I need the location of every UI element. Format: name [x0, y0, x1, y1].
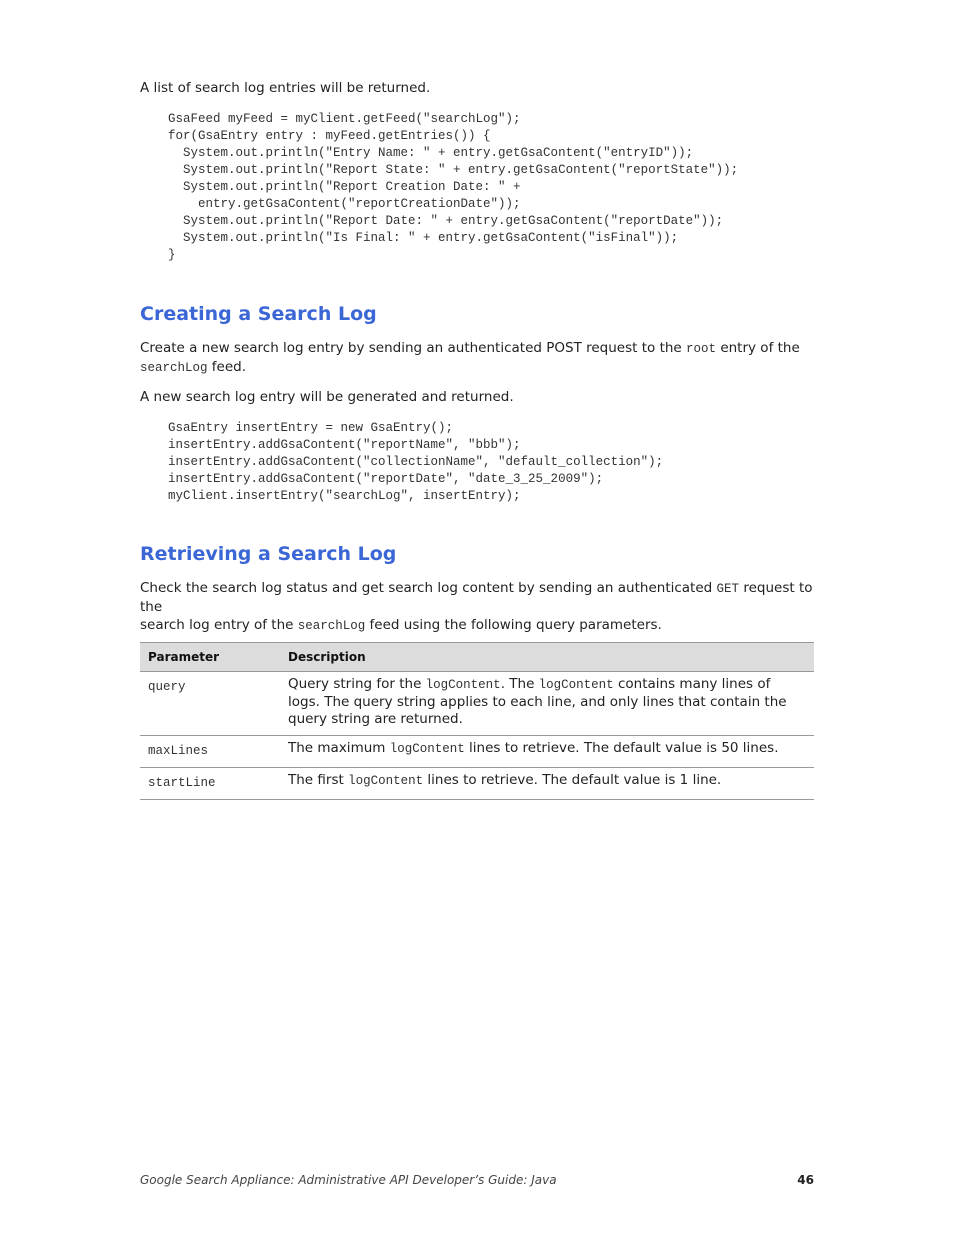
code-line: System.out.println("Report Creation Date: " + — [168, 180, 521, 194]
text-run: contains many lines of logs. The query string applies to each line, and only lines that contain the query string are returned. — [288, 676, 787, 727]
code-line: System.out.println("Report Date: " + entry.getGsaContent("reportDate")); — [168, 214, 724, 228]
param-name: startLine — [148, 776, 216, 790]
section-heading-creating: Creating a Search Log — [140, 303, 377, 325]
text-run: Query string for the — [288, 676, 426, 692]
inline-code: root — [686, 342, 717, 356]
table-row — [140, 768, 814, 800]
text-run: entry of the — [716, 340, 800, 356]
code-line: myClient.insertEntry("searchLog", insertEntry); — [168, 489, 521, 503]
text-run: Create a new search log entry by sending an authenticated POST request to the — [140, 340, 687, 356]
code-line: } — [168, 248, 176, 262]
text-run: feed. — [207, 359, 247, 375]
text-run: The first — [288, 772, 349, 788]
inline-code: searchLog — [140, 361, 208, 375]
table-row — [140, 672, 814, 736]
column-header-description: Description — [280, 643, 814, 672]
text-run: The maximum — [288, 740, 390, 756]
code-line: System.out.println("Report State: " + entry.getGsaContent("reportState")); — [168, 163, 739, 177]
text-run: Check the search log status and get search log content by sending an authenticated — [140, 580, 717, 596]
footer-document-title: Google Search Appliance: Administrative API Developer’s Guide: Java — [140, 1173, 557, 1187]
section-heading-retrieving: Retrieving a Search Log — [140, 543, 397, 565]
parameters-table-wrapper — [140, 642, 814, 800]
inline-code: logContent — [348, 774, 424, 788]
inline-code: searchLog — [297, 619, 366, 633]
intro-paragraph: A list of search log entries will be returned. — [140, 80, 431, 96]
column-header-parameter: Parameter — [140, 643, 280, 672]
code-line: insertEntry.addGsaContent("reportName", "bbb"); — [168, 438, 521, 452]
code-line: System.out.println("Entry Name: " + entry.getGsaContent("entryID")); — [168, 146, 694, 160]
code-block-get-feed — [140, 111, 814, 264]
parameters-table — [140, 642, 814, 800]
description-cell — [280, 672, 814, 736]
param-name: query — [148, 680, 186, 694]
code-line: GsaEntry insertEntry = new GsaEntry(); — [168, 421, 454, 435]
creating-paragraph-1 — [140, 339, 814, 377]
param-name: maxLines — [148, 744, 209, 758]
code-line: GsaFeed myFeed = myClient.getFeed("searchLog"); — [168, 112, 521, 126]
param-cell — [140, 736, 280, 768]
description-cell — [280, 736, 814, 768]
text-run: lines to retrieve. The default value is 50 lines. — [464, 740, 779, 756]
code-block-insert-entry — [140, 420, 814, 505]
text-run: search log entry of the — [140, 617, 298, 633]
code-line: entry.getGsaContent("reportCreationDate")); — [168, 197, 521, 211]
inline-code: logContent — [538, 678, 614, 692]
param-cell — [140, 768, 280, 800]
code-line: insertEntry.addGsaContent("collectionName", "default_collection"); — [168, 455, 664, 469]
table-row — [140, 736, 814, 768]
footer-page-number: 46 — [797, 1173, 814, 1187]
inline-code: logContent — [425, 678, 501, 692]
code-line: for(GsaEntry entry : myFeed.getEntries()) { — [168, 129, 491, 143]
description-cell — [280, 768, 814, 800]
creating-paragraph-2: A new search log entry will be generated and returned. — [140, 389, 514, 405]
text-run: . The — [500, 676, 539, 692]
text-run: lines to retrieve. The default value is 1 line. — [423, 772, 722, 788]
param-cell — [140, 672, 280, 736]
retrieving-paragraph — [140, 579, 814, 635]
text-run: request to the — [140, 580, 813, 615]
inline-code: logContent — [389, 742, 465, 756]
table-header-row — [140, 643, 814, 672]
code-line: insertEntry.addGsaContent("reportDate", "date_3_25_2009"); — [168, 472, 604, 486]
inline-code: GET — [716, 582, 740, 596]
code-line: System.out.println("Is Final: " + entry.getGsaContent("isFinal")); — [168, 231, 679, 245]
text-run: feed using the following query parameters. — [365, 617, 662, 633]
